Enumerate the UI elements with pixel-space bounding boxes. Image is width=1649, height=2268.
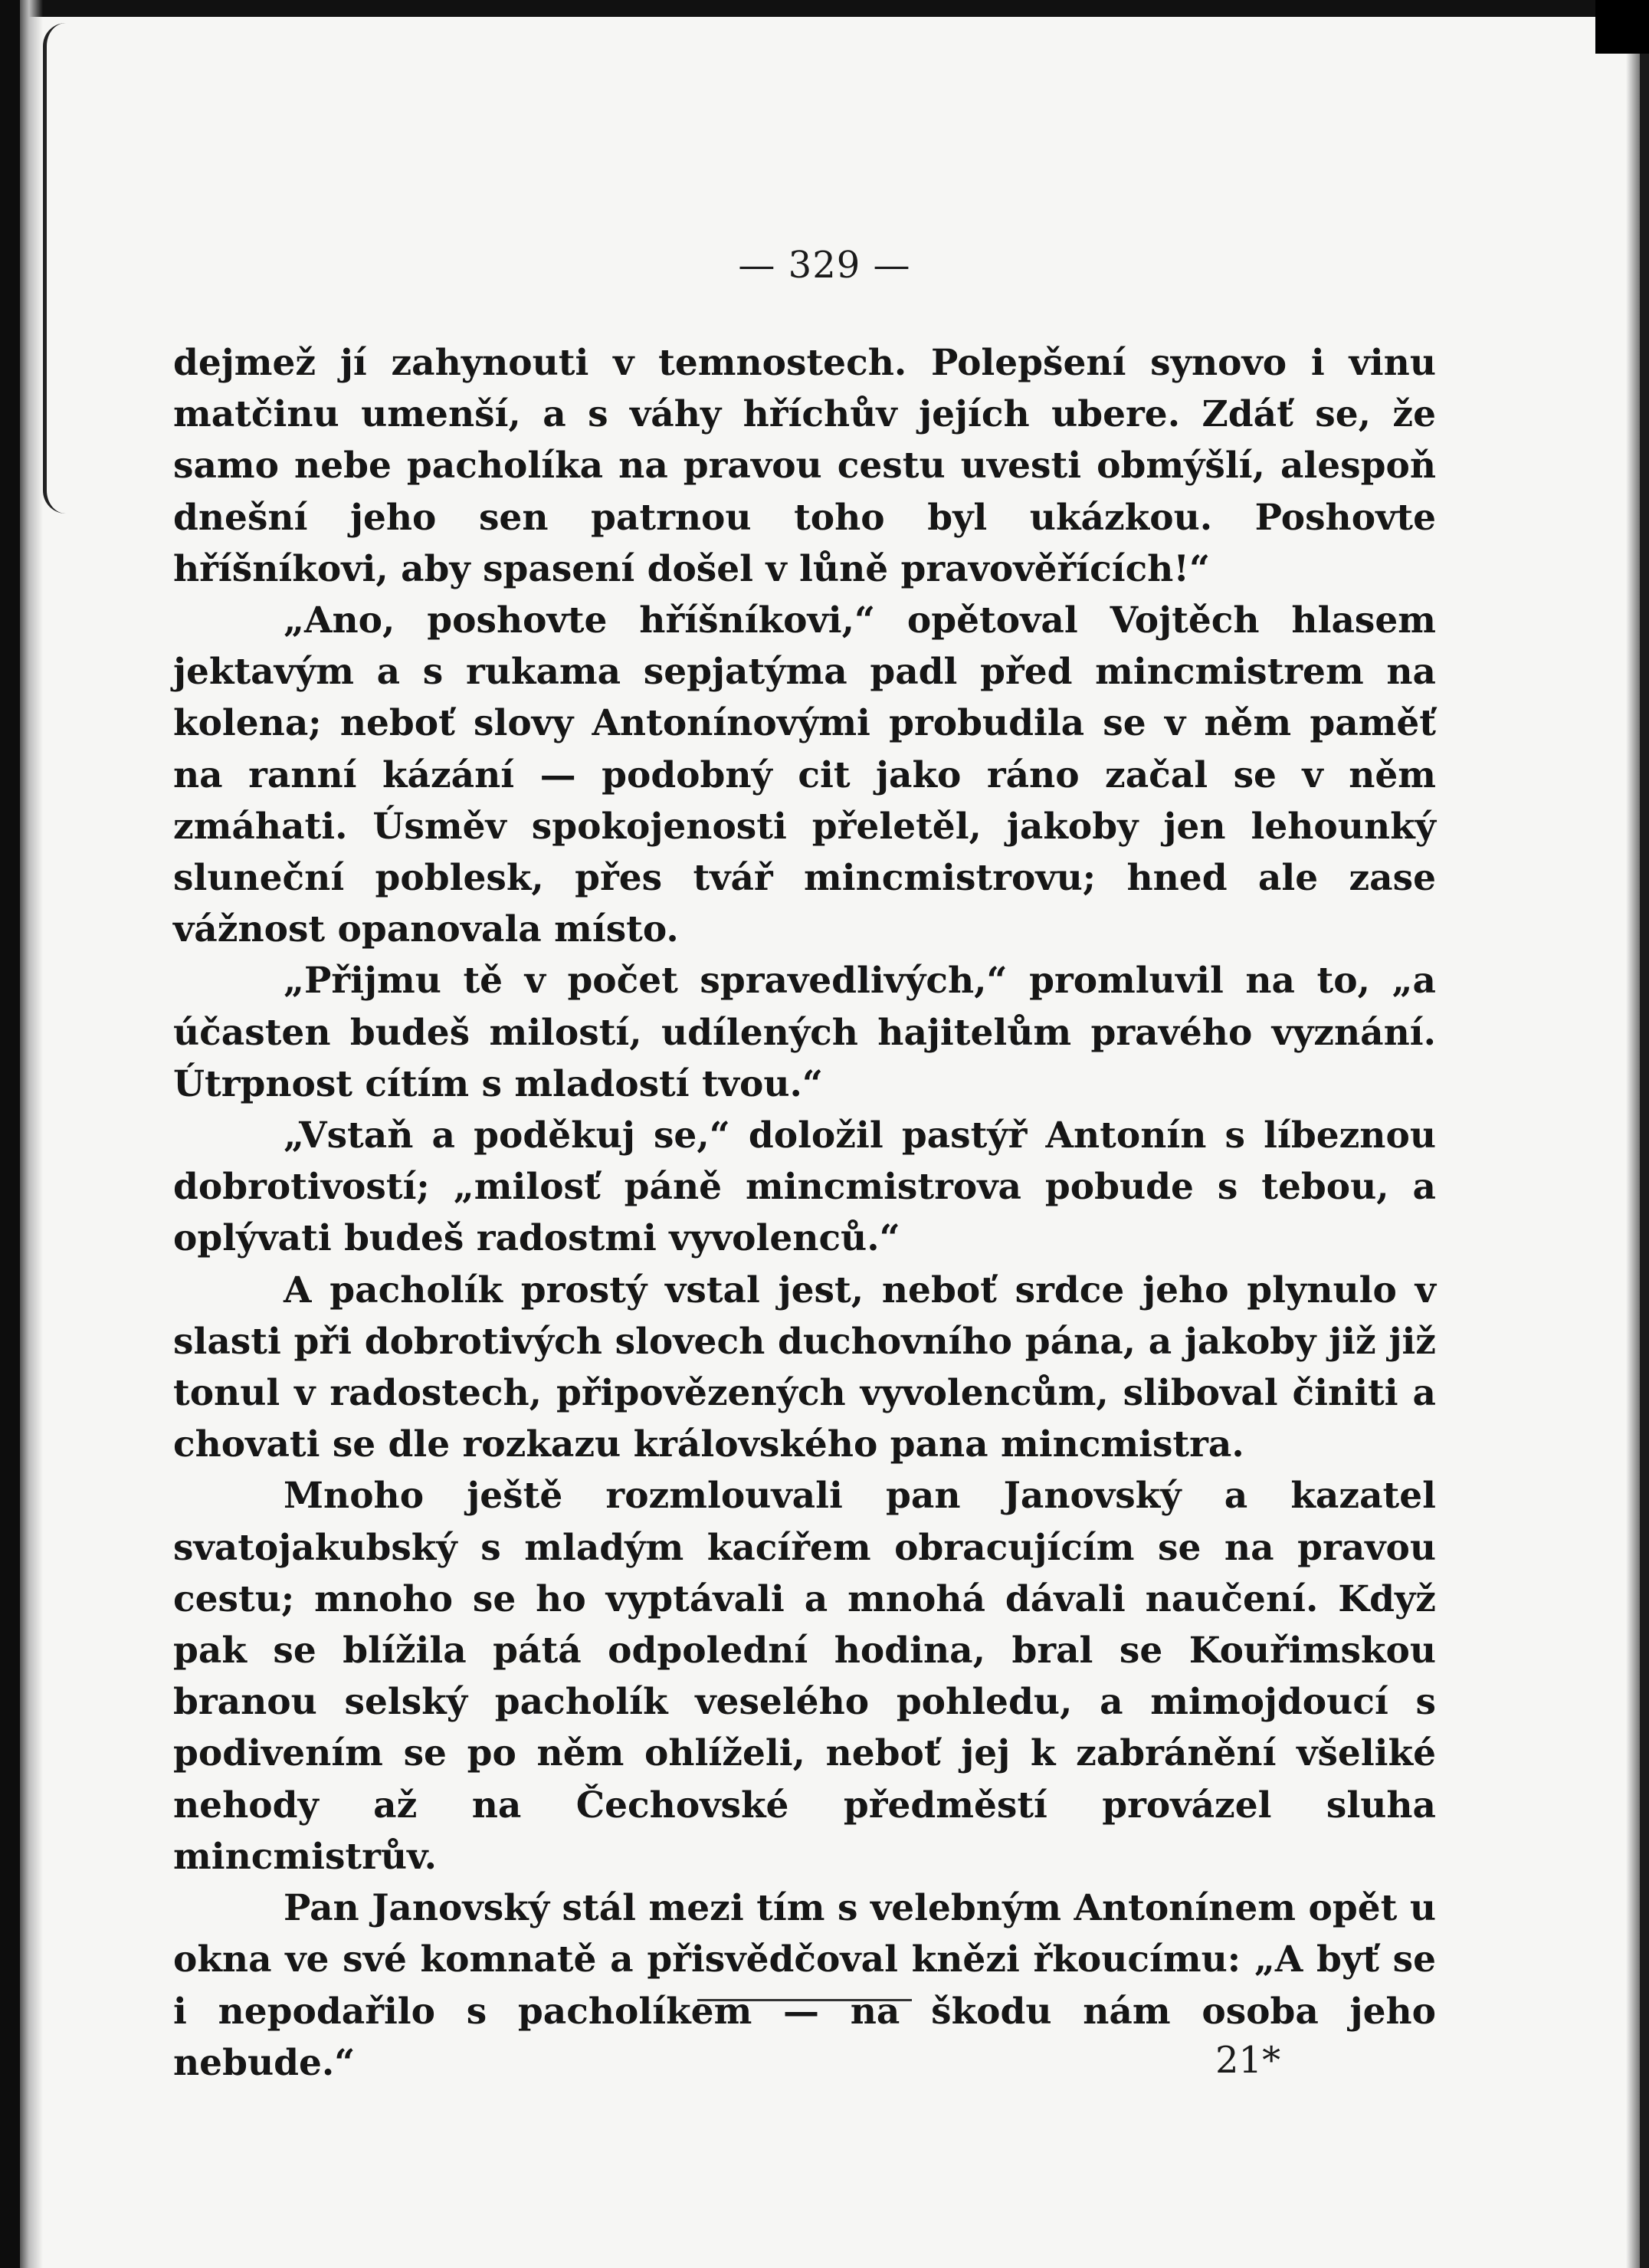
body-text [173,337,1436,2089]
paragraph: „Přijmu tě v počet spravedlivých,“ promluvil na to, „a účasten budeš milostí, udílených hajitelům pravého vyznání. Útrpnost cítím s mladostí tvou.“ [173,960,1436,1105]
paragraph: Mnoho ještě rozmlouvali pan Janovský a kazatel svatojakubský s mladým kacířem obracujícím se na pravou cestu; mnoho se ho vyptávali a mnohá dávali naučení. Když pak se blížila pátá odpolední hodina, bral se Kouřimskou branou selský pacholík veselého pohledu, a mimojdoucí s podivením se po něm ohlíželi, neboť jej k zabránění všeliké nehody až na Čechovské předměstí provázel sluha mincmistrův. [173,1475,1436,1878]
paragraph: A pacholík prostý vstal jest, neboť srdce jeho plynulo v slasti při dobrotivých slovech duchovního pána, a jakoby již již tonul v radostech, připovězených vyvolencům, sliboval činiti a chovati se dle rozkazu královského pana mincmistra. [173,1269,1436,1466]
paragraph: „Vstaň a poděkuj se,“ doložil pastýř Antonín s líbeznou dobrotivostí; „milosť páně mincmistrova pobude s tebou, a oplývati budeš radostmi vyvolenců.“ [173,1114,1436,1260]
scan-edge-top [0,0,1649,17]
end-rule [697,1999,912,2001]
scan-edge-right-shadow [1626,0,1640,2268]
scan-corner [1595,0,1649,54]
paragraph: dejmež jí zahynouti v temnostech. Polepšení synovo i vinu matčinu umenší, a s váhy hříchův jejích ubere. Zdáť se, že samo nebe pacholíka na pravou cestu uvesti obmýšlí, alespoň dnešní jeho sen patrnou toho byl ukázkou. Poshovte hříšníkovi, aby spasení došel v lůně pravověřících!“ [173,342,1436,590]
signature-mark: 21* [1215,2039,1281,2082]
scan-edge-right [1640,0,1649,2268]
page-number: — 329 — [738,244,911,287]
paragraph: „Ano, poshovte hříšníkovi,“ opětoval Vojtěch hlasem jektavým a s rukama sepjatýma padl před mincmistrem na kolena; neboť slovy Antonínovými probudila se v něm paměť na ranní kázání — podobný cit jako ráno začal se v něm zmáhati. Úsměv spokojenosti přeletěl, jakoby jen lehounký sluneční poblesk, přes tvář mincmistrovu; hned ale zase vážnost opanovala místo. [173,599,1436,951]
paragraph: Pan Janovský stál mezi tím s velebným Antonínem opět u okna ve své komnatě a přisvědčoval knězi řkoucímu: „A byť se i nepodařilo s pacholíkem — na škodu nám osoba jeho nebude.“ [173,1887,1436,2084]
scan-edge-left [0,0,20,2268]
scan-edge-left-shadow [20,0,43,2268]
